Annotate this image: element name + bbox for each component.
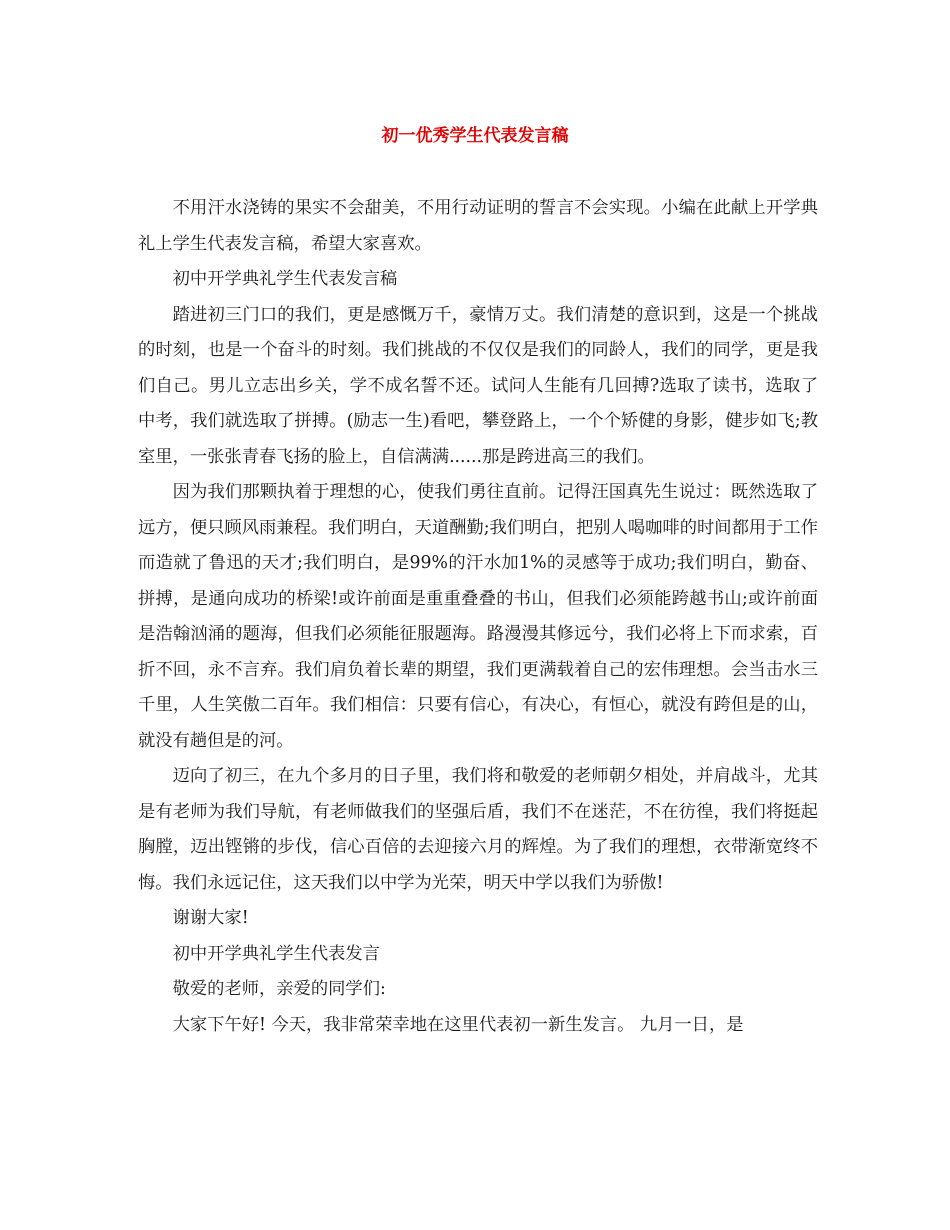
document-title: 初一优秀学生代表发言稿 (381, 126, 569, 146)
paragraph-subheading-1: 初中开学典礼学生代表发言稿 (172, 269, 398, 289)
document-body (138, 191, 818, 1043)
paragraph: 迈向了初三，在九个多月的日子里，我们将和敬爱的老师朝夕相处，并肩战斗，尤其是有老师为我们导航，有老师做我们的坚强后盾，我们不在迷茫，不在彷徨，我们将挺起胸膛，迈出铿锵的步伐，信心百倍的去迎接六月的辉煌。为了我们的理想，衣带渐宽终不悔。我们永远记住，这天我们以中学为光荣，明天中学以我们为骄傲! (138, 766, 818, 893)
paragraph-intro: 不用汗水浇铸的果实不会甜美，不用行动证明的誓言不会实现。小编在此献上开学典礼上学生代表发言稿，希望大家喜欢。 (138, 198, 818, 254)
paragraph-salutation: 敬爱的老师，亲爱的同学们: (172, 979, 386, 999)
paragraph: 因为我们那颗执着于理想的心，使我们勇往直前。记得汪国真先生说过：既然选取了远方，便只顾风雨兼程。我们明白，天道酬勤;我们明白，把别人喝咖啡的时间都用于工作而造就了鲁迅的天才;我们明白，是99%的汗水加1%的灵感等于成功;我们明白，勤奋、拼搏，是通向成功的桥梁!或许前面是重重叠叠的书山，但我们必须能跨越书山;或许前面是浩翰汹涌的题海，但我们必须能征服题海。路漫漫其修远兮，我们必将上下而求索，百折不回，永不言弃。我们肩负着长辈的期望，我们更满载着自己的宏伟理想。会当击水三千里，人生笑傲二百年。我们相信：只要有信心，有决心，有恒心，就没有跨但是的山，就没有趟但是的河。 (138, 482, 818, 751)
paragraph-subheading-2: 初中开学典礼学生代表发言 (172, 943, 380, 964)
paragraph-thanks: 谢谢大家! (172, 908, 249, 928)
paragraph: 大家下午好! 今天，我非常荣幸地在这里代表初一新生发言。 九月一日，是 (172, 1014, 744, 1035)
paragraph: 踏进初三门口的我们，更是感慨万千，豪情万丈。我们清楚的意识到，这是一个挑战的时刻，也是一个奋斗的时刻。我们挑战的不仅仅是我们的同龄人，我们的同学，更是我们自己。男儿立志出乡关，学不成名誓不还。试问人生能有几回搏?选取了读书，选取了中考，我们就选取了拼搏。(励志一生)看吧，攀登路上，一个个矫健的身影，健步如飞;教室里，一张张青春飞扬的脸上，自信满满......那是跨进高三的我们。 (138, 304, 818, 467)
